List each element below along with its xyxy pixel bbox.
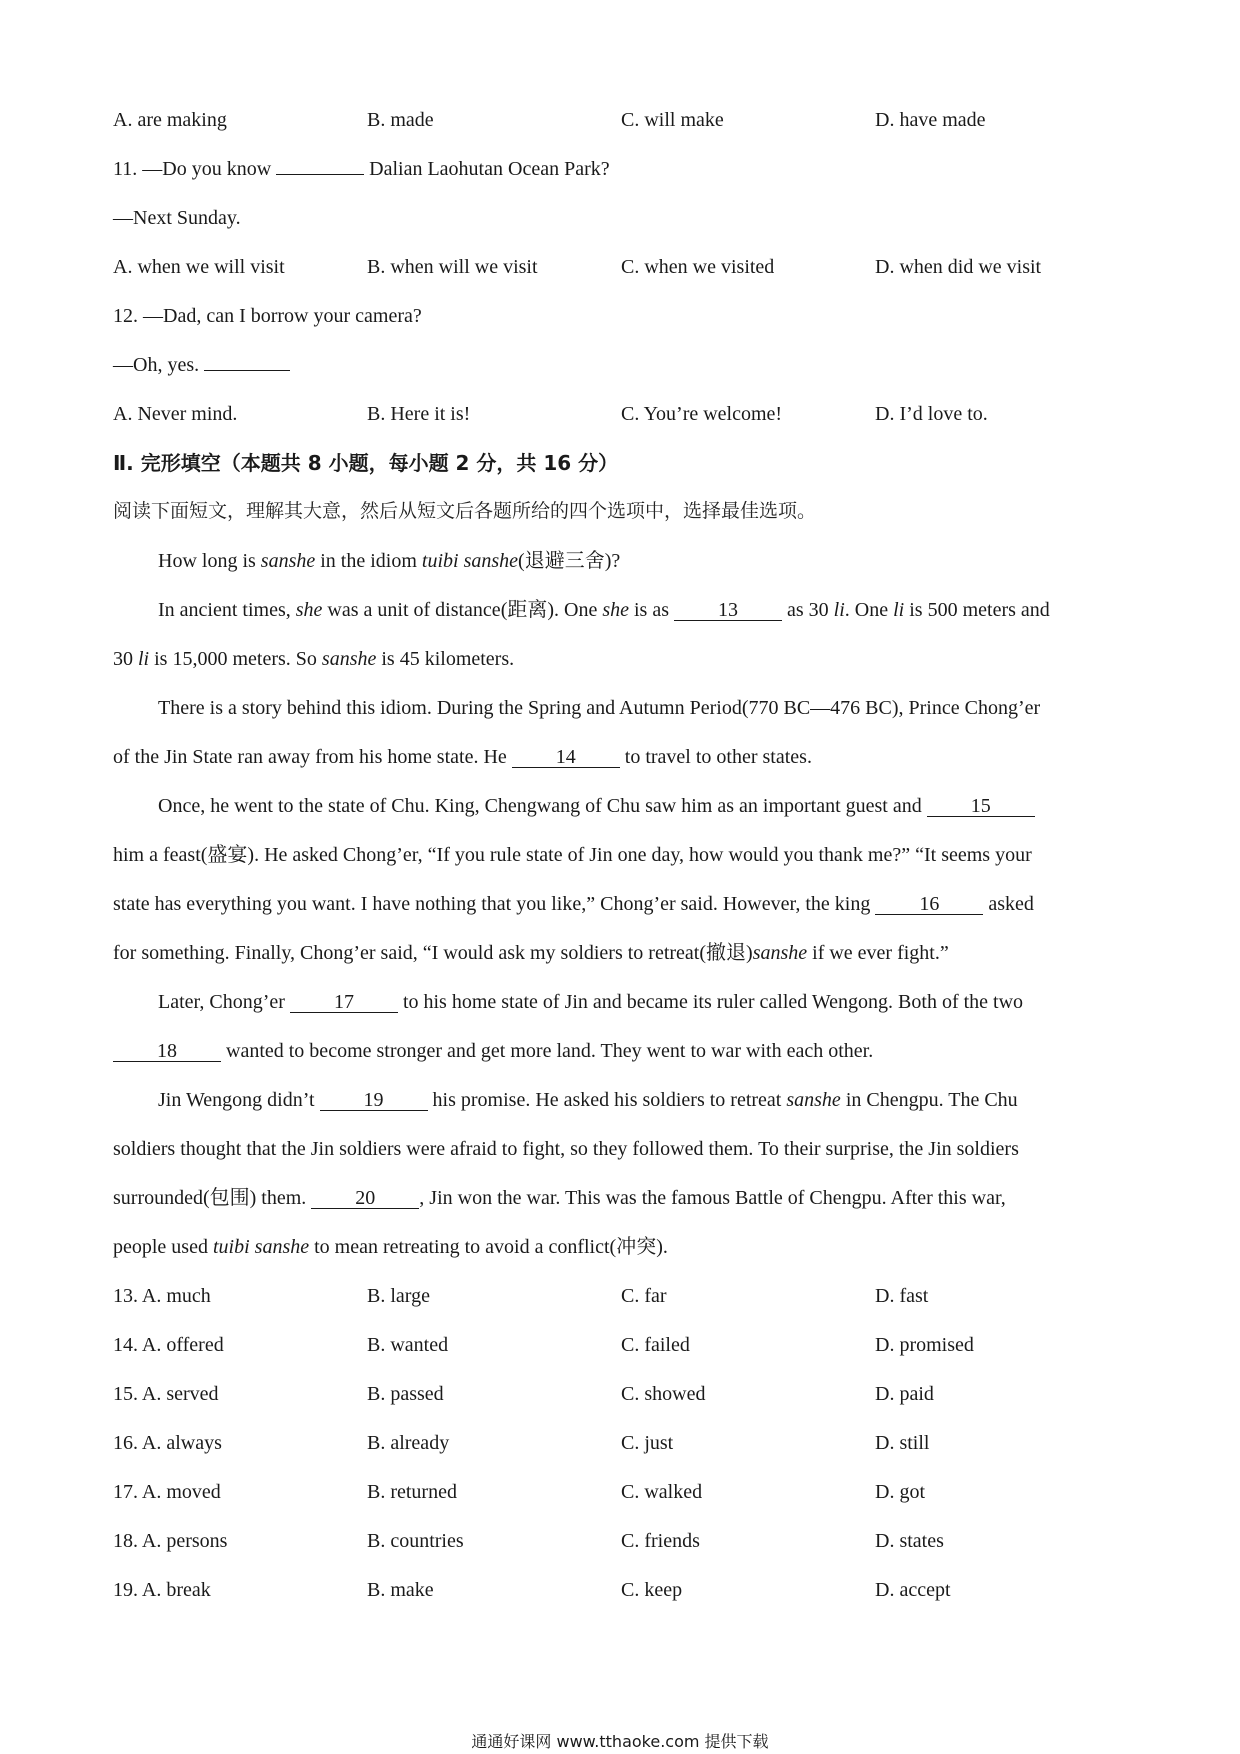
option-c: C. keep [621, 1579, 683, 1601]
passage-text: How long is [158, 550, 261, 572]
passage-paragraph-1 [158, 548, 620, 574]
passage-paragraph-2 [158, 597, 1050, 623]
passage-text: asked [983, 893, 1034, 915]
option-c: C. just [621, 1432, 674, 1454]
option-d: D. fast [875, 1285, 929, 1307]
blank-14: 14 [512, 747, 620, 768]
option-b: B. large [367, 1285, 430, 1307]
passage-paragraph-3-cont [113, 744, 812, 770]
passage-paragraph-2-cont [113, 646, 514, 672]
passage-paragraph-4-line2: him a feast(盛宴). He asked Chong’er, “If you rule state of Jin one day, how would you thank me?” “It seems your [113, 844, 1032, 866]
passage-text: In ancient times, [158, 599, 296, 621]
question-13-options [0, 1283, 1240, 1309]
option-b: B. passed [367, 1383, 444, 1405]
blank-17: 17 [290, 992, 398, 1013]
option-c: C. showed [621, 1383, 706, 1405]
passage-text: , Jin won the war. This was the famous Battle of Chengpu. After this war, [419, 1187, 1006, 1209]
option-a: 15. A. served [113, 1383, 219, 1405]
option-d: D. promised [875, 1334, 974, 1356]
passage-paragraph-6-line3 [113, 1185, 1006, 1211]
option-a: 13. A. much [113, 1285, 211, 1307]
question-text: Dalian Laohutan Ocean Park? [369, 158, 610, 180]
blank-16: 16 [875, 894, 983, 915]
blank-18: 18 [113, 1041, 221, 1062]
passage-text: to his home state of Jin and became its ruler called Wengong. Both of the two [397, 991, 1024, 1013]
passage-paragraph-5 [158, 989, 1023, 1015]
question-17-options [0, 1479, 1240, 1505]
passage-paragraph-4-line4 [113, 940, 949, 966]
passage-text: is 15,000 meters. So [149, 648, 322, 670]
blank-13: 13 [674, 600, 782, 621]
passage-text: Later, Chong’er [158, 991, 290, 1013]
passage-text: state has everything you want. I have nothing that you like,” Chong’er said. However, the king [113, 893, 876, 915]
option-c: C. failed [621, 1334, 690, 1356]
option-b: B. countries [367, 1530, 464, 1552]
option-c: C. far [621, 1285, 667, 1307]
passage-text: is as [629, 599, 674, 621]
italic-term: she [602, 599, 629, 621]
option-d: D. paid [875, 1383, 934, 1405]
question-18-options [0, 1528, 1240, 1554]
passage-text: in the idiom [315, 550, 422, 572]
blank-15: 15 [927, 796, 1035, 817]
passage-text: Once, he went to the state of Chu. King, Chengwang of Chu saw him as an important guest and [158, 795, 927, 817]
blank-19: 19 [320, 1090, 428, 1111]
question-15-options [0, 1381, 1240, 1407]
answer-blank [276, 156, 364, 175]
passage-text: (退避三舍)? [518, 550, 621, 572]
option-a: A. when we will visit [113, 256, 285, 278]
question-14-options [0, 1332, 1240, 1358]
italic-term: li [893, 599, 905, 621]
passage-text: of the Jin State ran away from his home state. He [113, 746, 512, 768]
italic-term: li [138, 648, 150, 670]
question-12-options [0, 401, 1240, 427]
option-d: D. accept [875, 1579, 951, 1601]
prev-question-options [0, 107, 1240, 133]
italic-term: sanshe [260, 550, 316, 572]
question-text: 11. —Do you know [113, 158, 272, 180]
option-c: C. walked [621, 1481, 703, 1503]
passage-text: to mean retreating to avoid a conflict(冲突). [309, 1236, 668, 1258]
passage-text: . One [844, 599, 894, 621]
blank-20: 20 [311, 1188, 419, 1209]
option-a: A. Never mind. [113, 403, 238, 425]
option-a: 18. A. persons [113, 1530, 228, 1552]
passage-text: Jin Wengong didn’t [158, 1089, 320, 1111]
passage-text: his promise. He asked his soldiers to retreat [427, 1089, 787, 1111]
section-instruction: 阅读下面短文，理解其大意，然后从短文后各题所给的四个选项中，选择最佳选项。 [113, 500, 817, 522]
italic-term: sanshe [321, 648, 377, 670]
option-c: C. will make [621, 109, 724, 131]
passage-paragraph-6 [158, 1087, 1018, 1113]
passage-text: as 30 [782, 599, 834, 621]
passage-text: is 45 kilometers. [376, 648, 515, 670]
italic-term: sanshe [752, 942, 808, 964]
question-12-reply [113, 352, 290, 378]
passage-paragraph-6-line4 [113, 1234, 668, 1260]
italic-term: tuibi sanshe [212, 1236, 310, 1258]
passage-text: wanted to become stronger and get more land. They went to war with each other. [221, 1040, 874, 1062]
answer-blank [204, 352, 290, 371]
option-b: B. Here it is! [367, 403, 471, 425]
section-heading: Ⅱ. 完形填空（本题共 8 小题，每小题 2 分，共 16 分） [113, 451, 619, 475]
option-a: 19. A. break [113, 1579, 211, 1601]
question-11-reply: —Next Sunday. [113, 207, 241, 229]
passage-paragraph-6-line2: soldiers thought that the Jin soldiers were afraid to fight, so they followed them. To their surprise, the Jin soldiers [113, 1138, 1019, 1160]
passage-text: in Chengpu. The Chu [840, 1089, 1018, 1111]
option-c: C. You’re welcome! [621, 403, 783, 425]
option-b: B. made [367, 109, 434, 131]
option-a: 14. A. offered [113, 1334, 224, 1356]
passage-text: people used [113, 1236, 213, 1258]
question-text: —Oh, yes. [113, 354, 200, 376]
option-d: D. I’d love to. [875, 403, 988, 425]
passage-paragraph-4 [158, 793, 1035, 819]
option-c: C. when we visited [621, 256, 775, 278]
option-d: D. still [875, 1432, 930, 1454]
option-d: D. when did we visit [875, 256, 1042, 278]
option-c: C. friends [621, 1530, 700, 1552]
question-19-options [0, 1577, 1240, 1603]
passage-text: is 500 meters and [904, 599, 1050, 621]
option-b: B. already [367, 1432, 450, 1454]
passage-paragraph-4-line3 [113, 891, 1034, 917]
option-b: B. make [367, 1579, 434, 1601]
option-b: B. when will we visit [367, 256, 538, 278]
option-a: 17. A. moved [113, 1481, 221, 1503]
option-a: A. are making [113, 109, 227, 131]
italic-term: she [295, 599, 323, 621]
question-11-prompt [113, 156, 610, 182]
page-footer: 通通好课网 www.tthaoke.com 提供下载 [471, 1732, 769, 1751]
passage-text: surrounded(包围) them. [113, 1187, 312, 1209]
italic-term: tuibi sanshe [421, 550, 519, 572]
italic-term: li [833, 599, 845, 621]
option-d: D. states [875, 1530, 944, 1552]
passage-text: was a unit of distance(距离). One [322, 599, 603, 621]
option-b: B. wanted [367, 1334, 449, 1356]
passage-text: 30 [113, 648, 138, 670]
passage-text: to travel to other states. [619, 746, 812, 768]
passage-paragraph-5-cont [113, 1038, 873, 1064]
option-a: 16. A. always [113, 1432, 222, 1454]
option-d: D. have made [875, 109, 986, 131]
passage-text: for something. Finally, Chong’er said, “I would ask my soldiers to retreat(撤退) [113, 942, 753, 964]
question-12-prompt: 12. —Dad, can I borrow your camera? [113, 305, 422, 327]
option-d: D. got [875, 1481, 925, 1503]
passage-paragraph-3: There is a story behind this idiom. During the Spring and Autumn Period(770 BC—476 BC), Prince Chong’er [158, 697, 1041, 719]
passage-text: if we ever fight.” [807, 942, 949, 964]
option-b: B. returned [367, 1481, 457, 1503]
question-16-options [0, 1430, 1240, 1456]
italic-term: sanshe [786, 1089, 841, 1111]
question-11-options [0, 254, 1240, 280]
